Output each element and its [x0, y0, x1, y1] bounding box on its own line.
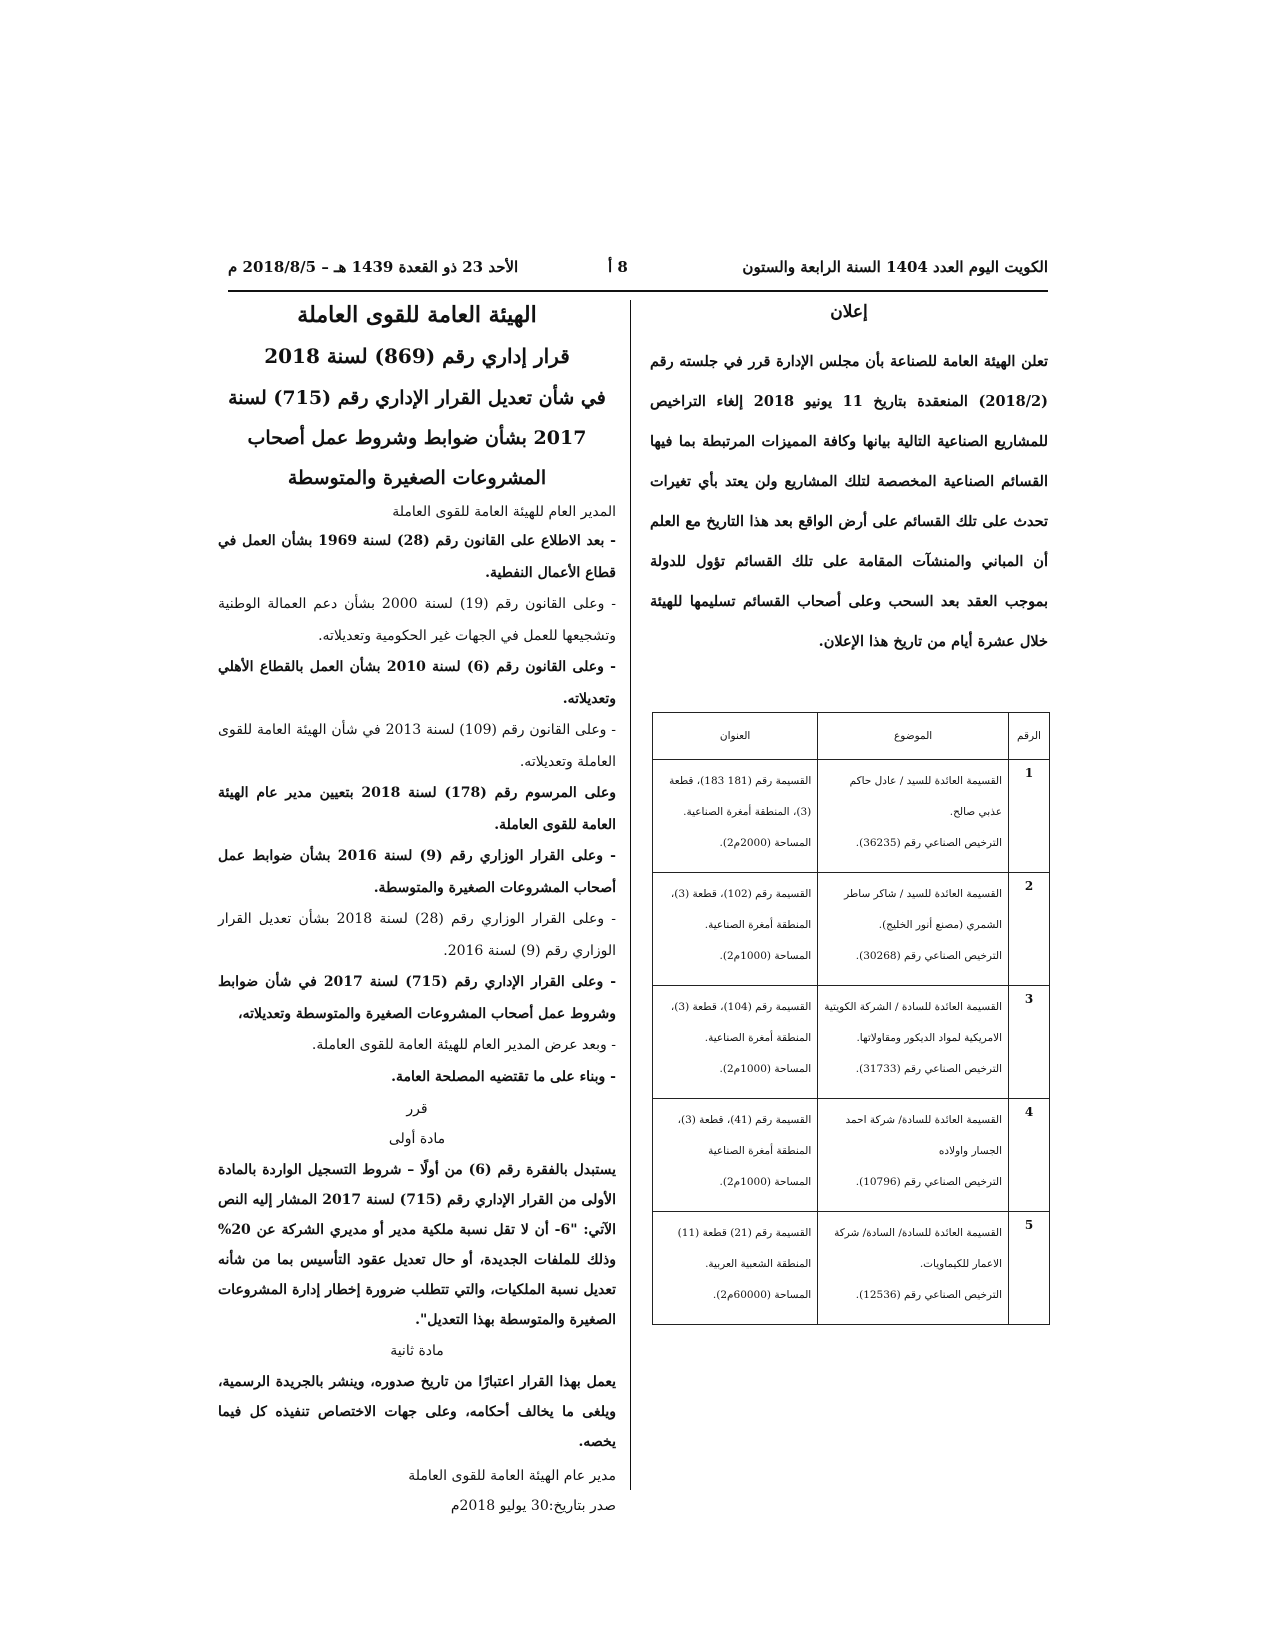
subject-line: القسيمة العائدة للسادة/ شركة احمد [845, 1114, 1002, 1126]
subject-line: القسيمة العائدة للسيد / عادل حاكم [849, 775, 1002, 787]
clause: - وبعد عرض المدير العام للهيئة العامة للقوى العاملة. [311, 1037, 616, 1053]
row-address [653, 873, 818, 986]
article-2-heading: مادة ثانية [390, 1343, 444, 1359]
address-line: المساحة (1000م2). [719, 950, 812, 962]
row-number: 3 [1009, 986, 1050, 1099]
header-rule [228, 290, 1048, 292]
row-subject [818, 760, 1009, 873]
subject-line: الجسار واولاده [938, 1145, 1002, 1157]
address-line: المساحة (1000م2). [719, 1063, 812, 1075]
subject-line: القسيمة العائدة للسادة / الشركة الكويتية [824, 1001, 1002, 1013]
announcement-text: تعلن الهيئة العامة للصناعة بأن مجلس الإدارة قرر في جلسته رقم (2018/2) المنعقدة بتاريخ 11 يونيو 2018 إلغاء التراخيص للمشاريع الصناعية التالية بيانها وكافة المميزات المرتبطة بما فيها القسائم الصناعية المخصصة لتلك المشاريع ولن يعتد بأي تغيرات تحدث على تلك القسائم على أرض الواقع بعد هذا التاريخ مع العلم أن المباني والمنشآت المقامة على تلك القسائم تؤول للدولة بموجب العقد بعد السحب وعلى أصحاب القسائم تسليمها للهيئة خلال عشرة أيام من تاريخ هذا الإعلان. [650, 353, 1048, 650]
table-row [653, 760, 1050, 873]
announcement-body [650, 342, 1048, 662]
address-line: القسيمة رقم (21) قطعة (11) [677, 1227, 812, 1239]
clause: - وعلى القرار الوزاري رقم (9) لسنة 2016 بشأن ضوابط عمل أصحاب المشروعات الصغيرة والمتوسطة. [218, 848, 616, 896]
header-page-number: 8 أ [608, 258, 628, 276]
address-line: المنطقة أمغرة الصناعية [708, 1145, 812, 1157]
header-gazette-issue: الكويت اليوم العدد 1404 السنة الرابعة والستون [742, 258, 1048, 276]
subject-line: عذبي صالح. [949, 806, 1002, 818]
organization-title: الهيئة العامة للقوى العاملة [297, 302, 537, 328]
preamble-clauses [218, 526, 616, 1093]
clause: - وعلى القرار الوزاري رقم (28) لسنة 2018 بشأن تعديل القرار الوزاري رقم (9) لسنة 2016. [218, 911, 616, 959]
clause: - وعلى القرار الإداري رقم (715) لسنة 2017 في شأن ضوابط وشروط عمل أصحاب المشروعات الصغيرة والمتوسطة وتعديلاته، [218, 974, 617, 1022]
col-header-subject: الموضوع [818, 713, 1009, 760]
subject-line: الترخيص الصناعي رقم (12536). [855, 1289, 1002, 1301]
resolution-subtitle: في شأن تعديل القرار الإداري رقم (715) لسنة 2017 بشأن ضوابط وشروط عمل أصحاب المشروعات الصغيرة والمتوسطة [228, 387, 606, 489]
resolution-column [218, 302, 616, 1521]
page-header [228, 258, 1048, 282]
row-number: 2 [1009, 873, 1050, 986]
announcement-column [650, 302, 1048, 662]
address-line: المنطقة أمغرة الصناعية. [704, 919, 812, 931]
column-divider [630, 300, 631, 1490]
resolution-title: قرار إداري رقم (869) لسنة 2018 [264, 344, 570, 368]
row-address [653, 760, 818, 873]
table-header-row [653, 713, 1050, 760]
clause: وعلى المرسوم رقم (178) لسنة 2018 بتعيين مدير عام الهيئة العامة للقوى العاملة. [218, 785, 617, 833]
address-line: القسيمة رقم (181 183)، قطعة [669, 775, 812, 787]
address-line: القسيمة رقم (104)، قطعة (3)، [670, 1001, 812, 1013]
signatory: مدير عام الهيئة العامة للقوى العاملة [408, 1468, 616, 1484]
header-date: الأحد 23 ذو القعدة 1439 هـ – 2018/8/5 م [228, 258, 519, 276]
address-line: المساحة (60000م2). [712, 1289, 812, 1301]
subject-line: الترخيص الصناعي رقم (10796). [855, 1176, 1002, 1188]
announcement-title: إعلان [830, 302, 868, 322]
table-row [653, 873, 1050, 986]
subject-line: القسيمة العائدة للسادة/ السادة/ شركة [834, 1227, 1002, 1239]
subject-line: الامريكية لمواد الديكور ومقاولاتها. [856, 1032, 1002, 1044]
decided-heading: قرر [406, 1101, 428, 1117]
issue-date: صدر بتاريخ:30 يوليو 2018م [450, 1498, 616, 1514]
article-1-text [218, 1155, 616, 1335]
subject-line: الاعمار للكيماويات. [919, 1258, 1002, 1270]
row-subject [818, 873, 1009, 986]
article-1-body: يستبدل بالفقرة رقم (6) من أولًا – شروط التسجيل الواردة بالمادة الأولى من القرار الإداري رقم (715) لسنة 2017 المشار إليه النص الآتي: "6- أن لا تقل نسبة ملكية مدير أو مديري الشركة عن 20% وذلك للملفات الجديدة، أو حال تعديل عقود التأسيس بما من شأنه تعديل نسبة الملكيات، والتي تتطلب ضرورة إخطار إدارة المشروعات الصغيرة والمتوسطة بهذا التعديل". [218, 1162, 616, 1328]
subject-line: الترخيص الصناعي رقم (30268). [855, 950, 1002, 962]
clause: - وبناء على ما تقتضيه المصلحة العامة. [391, 1068, 616, 1085]
director-general-line: المدير العام للهيئة العامة للقوى العاملة [392, 504, 616, 520]
address-line: المساحة (1000م2). [719, 1176, 812, 1188]
row-number: 5 [1009, 1212, 1050, 1325]
address-line: المساحة (2000م2). [719, 837, 812, 849]
row-address [653, 986, 818, 1099]
clause: - وعلى القانون رقم (6) لسنة 2010 بشأن العمل بالقطاع الأهلي وتعديلاته. [218, 659, 616, 707]
address-line: المنطقة الشعبية العربية. [705, 1258, 812, 1270]
address-line: المنطقة أمغرة الصناعية. [704, 1032, 812, 1044]
row-subject [818, 1099, 1009, 1212]
article-1-heading: مادة أولى [388, 1131, 446, 1147]
table-row [653, 1099, 1050, 1212]
col-header-num: الرقم [1009, 713, 1050, 760]
plots-table [652, 712, 1050, 1325]
subject-line: الشمري (مصنع أنور الخليج). [878, 919, 1002, 931]
row-subject [818, 1212, 1009, 1325]
address-line: القسيمة رقم (102)، قطعة (3)، [670, 888, 812, 900]
clause: - بعد الاطلاع على القانون رقم (28) لسنة 1969 بشأن العمل في قطاع الأعمال النفطية. [218, 533, 616, 581]
address-line: القسيمة رقم (41)، قطعة (3)، [677, 1114, 812, 1126]
row-address [653, 1099, 818, 1212]
col-header-address: العنوان [653, 713, 818, 760]
subject-line: القسيمة العائدة للسيد / شاكر ساطر [844, 888, 1002, 900]
row-subject [818, 986, 1009, 1099]
row-number: 4 [1009, 1099, 1050, 1212]
clause: - وعلى القانون رقم (109) لسنة 2013 في شأن الهيئة العامة للقوى العاملة وتعديلاته. [218, 722, 616, 770]
article-2-text [218, 1367, 616, 1457]
table-row [653, 986, 1050, 1099]
clause: - وعلى القانون رقم (19) لسنة 2000 بشأن دعم العمالة الوطنية وتشجيعها للعمل في الجهات غير الحكومية وتعديلاته. [218, 596, 616, 644]
article-2-body: يعمل بهذا القرار اعتبارًا من تاريخ صدوره، وينشر بالجريدة الرسمية، ويلغى ما يخالف أحكامه، وعلى جهات الاختصاص تنفيذه كل فيما يخصه. [218, 1374, 616, 1450]
row-address [653, 1212, 818, 1325]
table-row [653, 1212, 1050, 1325]
row-number: 1 [1009, 760, 1050, 873]
subject-line: الترخيص الصناعي رقم (31733). [855, 1063, 1002, 1075]
subject-line: الترخيص الصناعي رقم (36235). [855, 837, 1002, 849]
address-line: (3)، المنطقة أمغرة الصناعية. [683, 806, 812, 818]
